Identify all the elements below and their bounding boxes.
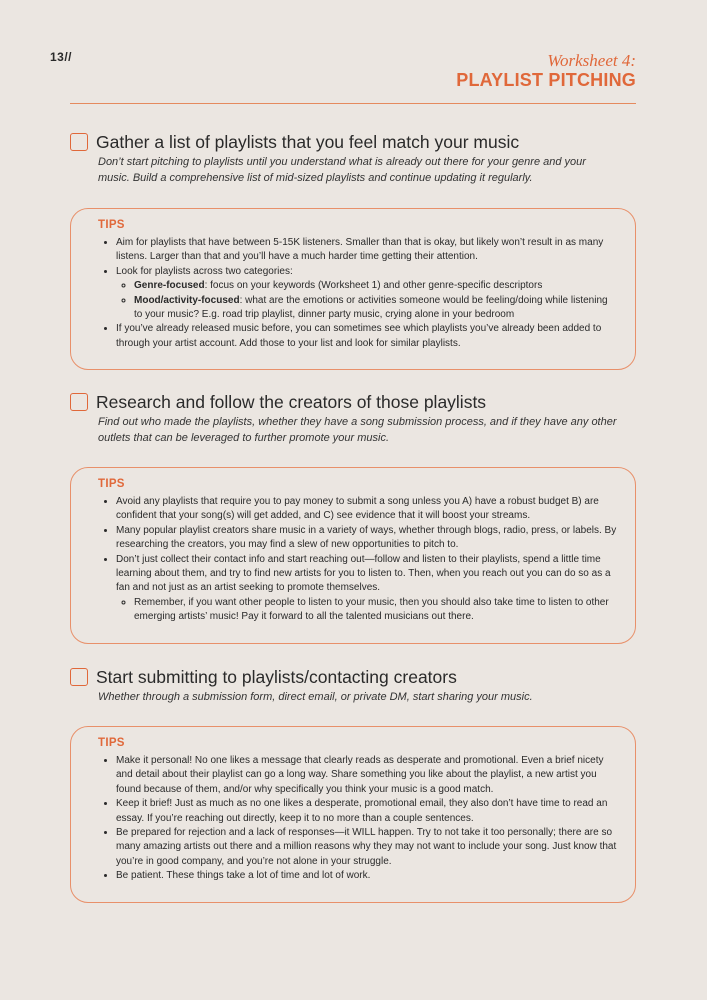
list-item-text: Don’t just collect their contact info and start reaching out—follow and listen to their playlists, spend a little time learning about them, and try to find new artists for you to listen to. Then, when you reach out you can do so as a fan and not just as an artist seeking to promote themselves. (116, 553, 611, 594)
list-item: ◦ Remember, if you want other people to listen to your music, then you should also take time to listen to other emerging artists’ music! Pay it forward to all the talented musicians out there. (134, 596, 617, 625)
checkbox-research-creators[interactable] (70, 393, 88, 411)
tips-box-research (70, 467, 636, 644)
worksheet-label: Worksheet 4: (547, 51, 636, 70)
worksheet-title-block (456, 52, 636, 90)
list-item: • Many popular playlist creators share music in a variety of ways, whether through blogs, radio, press, or labels. By researching the creators, you may find a slew of new opportunities to pitch to. (116, 524, 617, 553)
tips-list (98, 495, 617, 625)
subtips-list (116, 596, 617, 625)
section-description: Don’t start pitching to playlists until you understand what is already out there for your genre and your music. Build a comprehensive list of mid-sized playlists and continue updating it regularly. (98, 156, 586, 184)
list-item: • Make it personal! No one likes a message that clearly reads as desperate and promotional. Even a brief nicety and detail about their playlist can go a long way. Share something you like about the playlist, a new artist you found because of them, and/or why specifically you think your music is a good match. (116, 754, 617, 797)
worksheet-title: PLAYLIST PITCHING (456, 70, 636, 90)
section-start-submitting (70, 666, 636, 705)
list-item (134, 279, 617, 293)
header-divider (70, 103, 636, 104)
subtips-list (116, 279, 617, 322)
section-description: Find out who made the playlists, whether they have a song submission process, and if they have any other outlets that can be leveraged to further promote your music. (98, 416, 617, 444)
tips-label: TIPS (98, 219, 125, 231)
subtip-text: : what are the emotions or activities someone would be feeling/doing while listening to your music? E.g. road trip playlist, dinner party music, crying alone in your bedroom (134, 294, 608, 321)
section-description: Whether through a submission form, direct email, or private DM, start sharing your music. (98, 691, 533, 703)
list-item: • Be prepared for rejection and a lack of responses—it WILL happen. Try to not take it too personally; there are so many amazing artists out there and a million reasons why they may not want to include your song. Just know that you’re in good company, and you’re not alone in your struggle. (116, 826, 617, 869)
section-title: Research and follow the creators of those playlists (96, 392, 487, 412)
tips-label: TIPS (98, 478, 125, 490)
section-title: Gather a list of playlists that you feel match your music (96, 132, 520, 152)
list-item (134, 294, 617, 323)
tips-box-submitting (70, 726, 636, 903)
list-item: • Avoid any playlists that require you to pay money to submit a song unless you A) have a robust budget B) are confident that your song(s) will get added, and C) see evidence that it will boost your streams. (116, 495, 617, 524)
list-item: • Be patient. These things take a lot of time and lot of work. (116, 869, 617, 883)
subtip-bold: Mood/activity-focused (134, 294, 240, 306)
subtip-text: : focus on your keywords (Worksheet 1) and other genre-specific descriptors (204, 280, 543, 292)
tips-label: TIPS (98, 737, 125, 749)
page-number: 13// (50, 50, 73, 64)
list-item (116, 265, 617, 323)
list-item (116, 553, 617, 625)
section-research-creators (70, 391, 636, 446)
checkbox-start-submitting[interactable] (70, 668, 88, 686)
section-title: Start submitting to playlists/contacting creators (96, 667, 457, 687)
tips-list (98, 754, 617, 884)
subtip-bold: Genre-focused (134, 280, 205, 292)
checkbox-gather-playlists[interactable] (70, 133, 88, 151)
list-item: • Aim for playlists that have between 5-15K listeners. Smaller than that is okay, but likely won’t result in as many listens. Larger than that and you’ll have a much harder time getting their attention. (116, 236, 617, 265)
list-item: • Keep it brief! Just as much as no one likes a desperate, promotional email, they also don’t have time to read an essay. If you’re reaching out directly, keep it to no more than a couple sentences. (116, 797, 617, 826)
section-gather-playlists (70, 131, 636, 186)
tips-box-gather (70, 208, 636, 370)
list-item-text: Look for playlists across two categories: (116, 265, 293, 277)
list-item: • If you’ve already released music before, you can sometimes see which playlists you’ve already been added to through your artist account. Add those to your list and look for similar playlists. (116, 322, 617, 351)
tips-list (98, 236, 617, 351)
